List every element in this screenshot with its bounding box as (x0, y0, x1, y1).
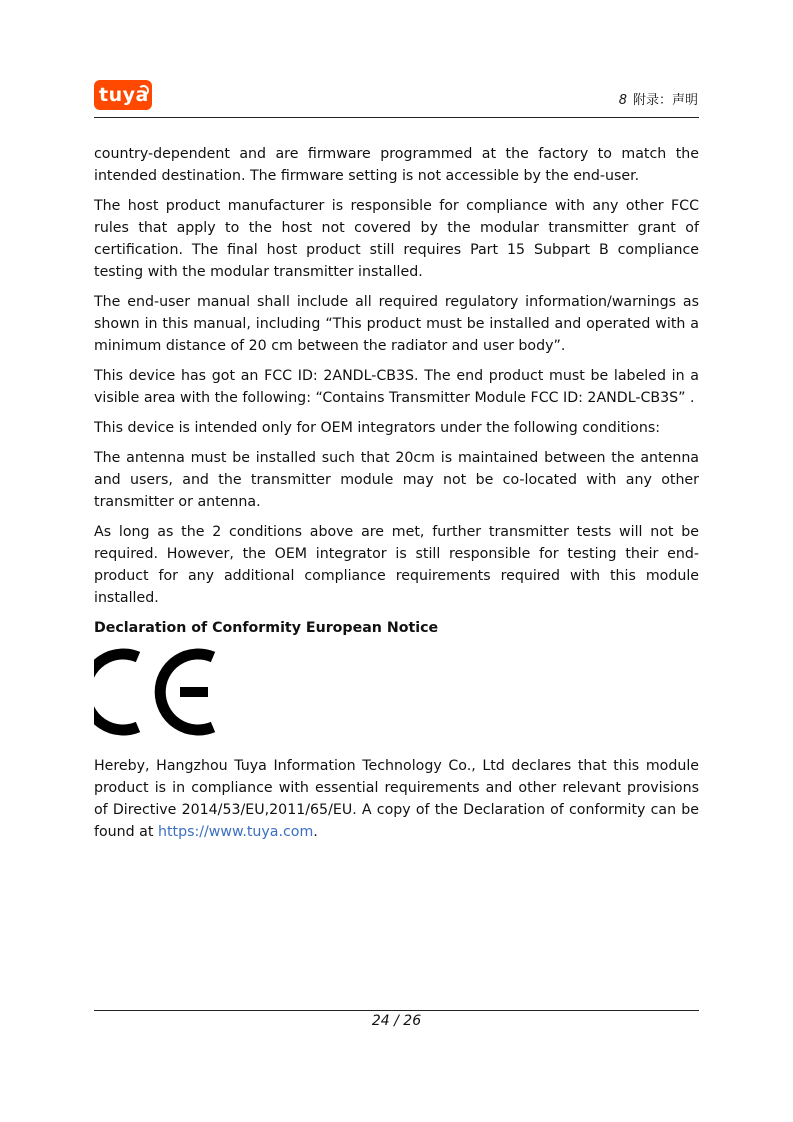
paragraph-fcc-id: This device has got an FCC ID: 2ANDL-CB3S. The end product must be labeled in a visible area with the following: “Contains Transmitter Module FCC ID: 2ANDL-CB3S” . (94, 368, 699, 406)
page-number: 24 / 26 (371, 1013, 422, 1029)
tuya-website-link[interactable]: https://www.tuya.com (157, 824, 314, 840)
paragraph-conditions-met: As long as the 2 conditions above are met, further transmitter tests will not be required. However, the OEM integrator is still responsible for testing their end-product for any additional compliance requirements required with this module installed. (94, 524, 699, 606)
paragraph-oem-conditions: This device is intended only for OEM integrators under the following conditions: (94, 420, 660, 436)
paragraph-antenna: The antenna must be installed such that 20cm is maintained between the antenna and users, and the transmitter module may not be co-located with any other transmitter or antenna. (94, 450, 699, 510)
header-divider (94, 117, 699, 118)
declaration-end: . (313, 824, 318, 840)
chapter-header (619, 89, 698, 108)
logo-text: tuya (99, 84, 149, 106)
chapter-number: 8 (618, 93, 627, 108)
paragraph-end-user-manual: The end-user manual shall include all required regulatory information/warnings as shown in this manual, including “This product must be installed and operated with a minimum distance of 20 cm between the radiator and user body”. (94, 294, 699, 354)
paragraph-declaration (94, 755, 699, 843)
logo-arc-icon (138, 85, 149, 96)
section-heading-conformity: Declaration of Conformity European Notice (94, 620, 439, 636)
tuya-logo (94, 80, 152, 110)
footer-divider (94, 1010, 699, 1011)
ce-mark-icon (94, 647, 219, 737)
declaration-text: Hereby, Hangzhou Tuya Information Technology Co., Ltd declares that this module product is in compliance with essential requirements and other relevant provisions of Directive 2014/53/EU,2011/65/EU. A copy of the Declaration of conformity can be found at (94, 758, 699, 840)
paragraph-host-manufacturer: The host product manufacturer is responsible for compliance with any other FCC rules that apply to the host not covered by the modular transmitter grant of certification. The final host product still requires Part 15 Subpart B compliance testing with the modular transmitter installed. (94, 198, 699, 280)
paragraph-firmware: country-dependent and are firmware programmed at the factory to match the intended destination. The firmware setting is not accessible by the end-user. (94, 146, 699, 184)
page-content (94, 143, 699, 851)
chapter-title: 附录：声明 (632, 93, 698, 108)
